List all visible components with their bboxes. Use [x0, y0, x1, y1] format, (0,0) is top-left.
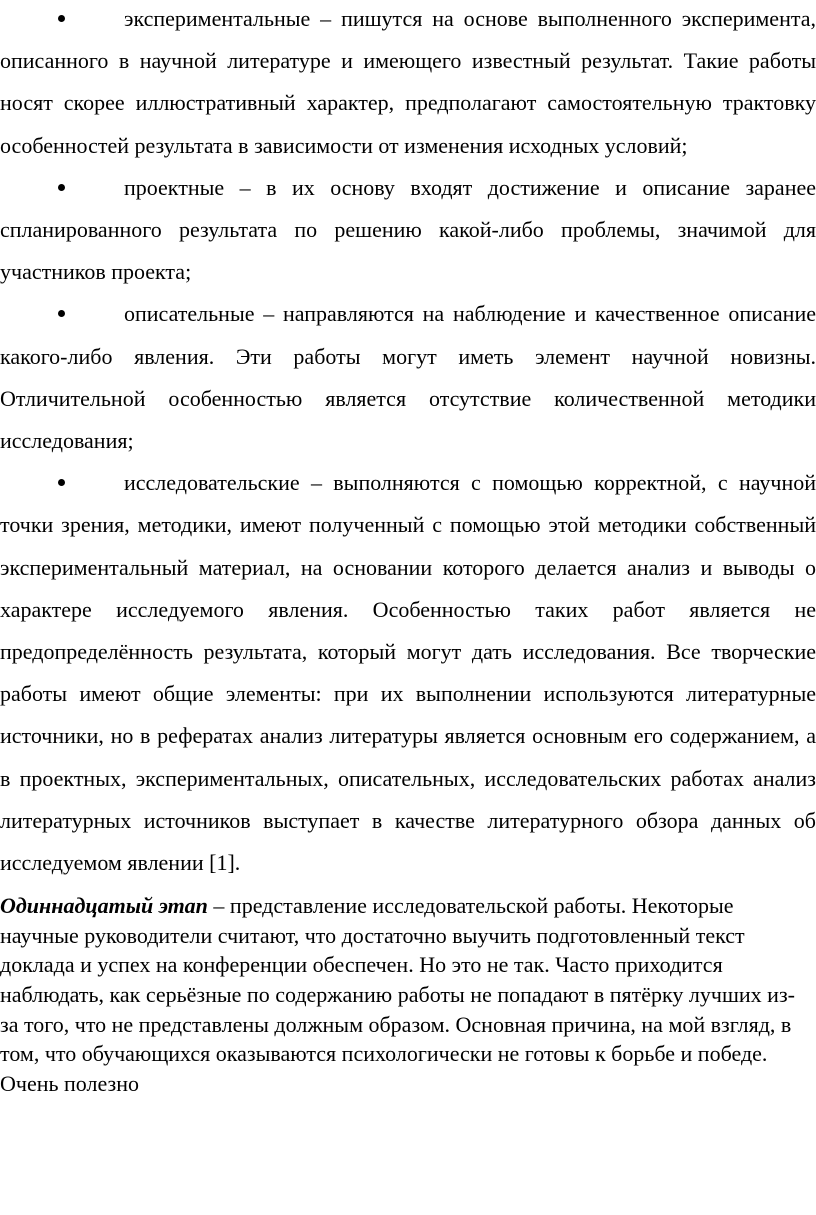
- list-item-research: [0, 462, 816, 884]
- list-item-project: [0, 167, 816, 294]
- list-item-descriptive: [0, 293, 816, 462]
- list-item-text: описательные – направляются на наблюдение и качественное описание какого-либо явления. Эти работы могут иметь элемент научной новизны. Отличительной особенностью является отсутствие количественной методики исследования;: [0, 301, 816, 454]
- list-item-text: исследовательские – выполняются с помощью корректной, с научной точки зрения, методики, имеют полученный с помощью этой методики собственный экспериментальный материал, на основании которого делается анализ и выводы о характере исследуемого явления. Особенностью таких работ является не предопределённость результата, который могут дать исследования. Все творческие работы имеют общие элементы: при их выполнении используются литературные источники, но в рефератах анализ литературы является основным его содержанием, а в проектных, экспериментальных, описательных, исследовательских работах анализ литературных источников выступает в качестве литературного обзора данных об исследуемом явлении [1].: [0, 470, 816, 876]
- list-item-text: проектные – в их основу входят достижение и описание заранее спланированного результата по решению какой-либо проблемы, значимой для участников проекта;: [0, 174, 816, 285]
- list-item-experimental: [0, 0, 816, 167]
- bullet-icon: [58, 479, 65, 486]
- bullet-icon: [58, 15, 65, 22]
- bullet-icon: [58, 184, 65, 191]
- stage-body-text: – представление исследовательской работы. Некоторые научные руководители считают, что достаточно выучить подготовленный текст доклада и успех на конференции обеспечен. Но это не так. Часто приходится наблюдать, как серьёзные по содержанию работы не попадают в пятёрку лучших из-за того, что не представлены должным образом. Основная причина, на мой взгляд, в том, что обучающихся оказываются психологически не готовы к борьбе и победе. Очень полезно: [0, 893, 795, 1096]
- stage-paragraph: [0, 891, 816, 1098]
- list-item-text: экспериментальные – пишутся на основе выполненного эксперимента, описанного в научной литературе и имеющего известный результат. Такие работы носят скорее иллюстративный характер, предполагают самостоятельную трактовку особенностей результата в зависимости от изменения исходных условий;: [0, 6, 816, 158]
- stage-heading: Одиннадцатый этап: [0, 893, 208, 919]
- bullet-icon: [58, 310, 65, 317]
